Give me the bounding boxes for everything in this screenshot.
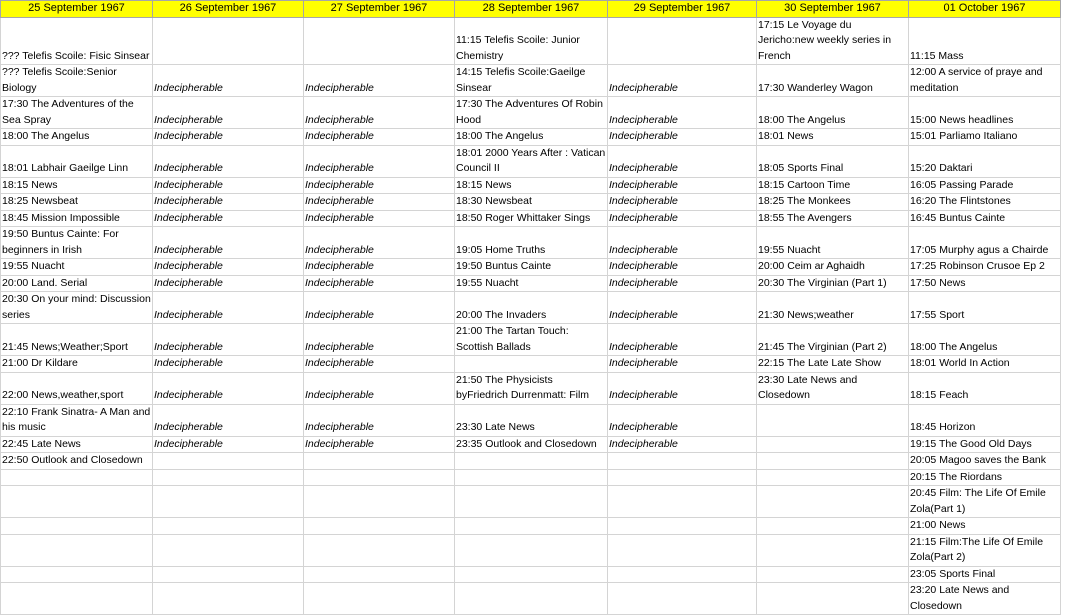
table-cell[interactable]: 20:00 Ceim ar Aghaidh [757, 259, 909, 276]
table-cell[interactable]: 20:30 On your mind: Discussion series [1, 292, 153, 324]
header-row [1, 1, 1061, 18]
table-cell[interactable]: 20:15 The Riordans [909, 469, 1061, 486]
table-cell[interactable]: Indecipherable [153, 210, 304, 227]
table-cell[interactable]: 19:50 Buntus Cainte: For beginners in Irish [1, 227, 153, 259]
table-cell[interactable]: 19:50 Buntus Cainte [455, 259, 608, 276]
table-row [1, 436, 1061, 453]
table-cell[interactable]: 22:15 The Late Late Show [757, 356, 909, 373]
table-cell[interactable]: 16:20 The Flintstones [909, 194, 1061, 211]
table-cell[interactable]: Indecipherable [608, 292, 757, 324]
table-cell[interactable]: 18:01 News [757, 129, 909, 146]
table-cell[interactable] [757, 534, 909, 566]
table-row [1, 177, 1061, 194]
table-cell[interactable] [304, 486, 455, 518]
table-cell[interactable]: Indecipherable [304, 404, 455, 436]
table-cell[interactable] [153, 583, 304, 615]
table-cell[interactable]: 18:00 The Angelus [1, 129, 153, 146]
table-cell[interactable]: 18:00 The Angelus [757, 97, 909, 129]
table-cell[interactable]: 15:01 Parliamo Italiano [909, 129, 1061, 146]
table-cell[interactable] [455, 583, 608, 615]
table-cell[interactable]: 22:10 Frank Sinatra- A Man and his music [1, 404, 153, 436]
table-cell[interactable] [1, 534, 153, 566]
table-row [1, 292, 1061, 324]
table-cell[interactable] [455, 453, 608, 470]
table-cell[interactable] [1, 566, 153, 583]
table-cell[interactable]: Indecipherable [608, 259, 757, 276]
table-cell[interactable] [757, 404, 909, 436]
table-cell[interactable] [608, 518, 757, 535]
table-cell[interactable] [608, 534, 757, 566]
table-row [1, 210, 1061, 227]
table-cell[interactable] [1, 518, 153, 535]
table-row [1, 194, 1061, 211]
table-cell[interactable]: 19:05 Home Truths [455, 227, 608, 259]
table-cell[interactable]: 23:05 Sports Final [909, 566, 1061, 583]
table-cell[interactable]: 11:15 Telefis Scoile: Junior Chemistry [455, 17, 608, 65]
table-cell[interactable]: Indecipherable [304, 65, 455, 97]
table-row [1, 486, 1061, 518]
table-cell[interactable] [608, 453, 757, 470]
table-cell[interactable]: 11:15 Mass [909, 17, 1061, 65]
table-cell[interactable]: Indecipherable [153, 97, 304, 129]
table-cell[interactable] [304, 583, 455, 615]
table-cell[interactable]: 23:20 Late News and Closedown [909, 583, 1061, 615]
table-cell[interactable]: 16:05 Passing Parade [909, 177, 1061, 194]
table-cell[interactable]: 22:45 Late News [1, 436, 153, 453]
table-cell[interactable]: Indecipherable [608, 372, 757, 404]
table-cell[interactable] [757, 583, 909, 615]
table-cell[interactable] [153, 453, 304, 470]
table-cell[interactable]: 22:50 Outlook and Closedown [1, 453, 153, 470]
table-cell[interactable]: Indecipherable [304, 356, 455, 373]
table-cell[interactable] [304, 566, 455, 583]
table-cell[interactable] [153, 518, 304, 535]
table-cell[interactable]: Indecipherable [304, 372, 455, 404]
table-cell[interactable]: 20:05 Magoo saves the Bank [909, 453, 1061, 470]
table-cell[interactable]: Indecipherable [153, 436, 304, 453]
table-cell[interactable]: 21:00 The Tartan Touch: Scottish Ballads [455, 324, 608, 356]
table-cell[interactable]: Indecipherable [153, 194, 304, 211]
table-cell[interactable]: Indecipherable [608, 404, 757, 436]
table-cell[interactable]: 12:00 A service of praye and meditation [909, 65, 1061, 97]
table-cell[interactable]: 17:15 Le Voyage du Jericho:new weekly series in French [757, 17, 909, 65]
table-cell[interactable]: Indecipherable [608, 227, 757, 259]
table-cell[interactable]: Indecipherable [608, 436, 757, 453]
table-cell[interactable] [757, 469, 909, 486]
table-cell[interactable]: Indecipherable [304, 210, 455, 227]
table-cell[interactable] [757, 486, 909, 518]
table-cell[interactable]: 21:15 Film:The Life Of Emile Zola(Part 2) [909, 534, 1061, 566]
table-cell[interactable] [153, 17, 304, 65]
table-cell[interactable]: Indecipherable [608, 324, 757, 356]
table-cell[interactable]: Indecipherable [608, 194, 757, 211]
table-cell[interactable]: Indecipherable [153, 129, 304, 146]
table-cell[interactable]: 21:00 Dr Kildare [1, 356, 153, 373]
table-cell[interactable]: ??? Telefis Scoile: Fisic Sinsear [1, 17, 153, 65]
table-cell[interactable] [608, 17, 757, 65]
table-cell[interactable]: 15:20 Daktari [909, 145, 1061, 177]
table-cell[interactable]: Indecipherable [304, 145, 455, 177]
table-cell[interactable]: 23:30 Late News and Closedown [757, 372, 909, 404]
table-cell[interactable]: 18:00 The Angelus [455, 129, 608, 146]
table-cell[interactable]: Indecipherable [304, 194, 455, 211]
table-cell[interactable]: Indecipherable [153, 227, 304, 259]
table-cell[interactable] [608, 566, 757, 583]
table-cell[interactable]: Indecipherable [608, 65, 757, 97]
table-cell[interactable]: 17:30 The Adventures of the Sea Spray [1, 97, 153, 129]
table-cell[interactable]: Indecipherable [304, 436, 455, 453]
table-cell[interactable]: Indecipherable [304, 324, 455, 356]
table-cell[interactable] [455, 518, 608, 535]
table-cell[interactable]: 18:45 Horizon [909, 404, 1061, 436]
table-cell[interactable]: 17:25 Robinson Crusoe Ep 2 [909, 259, 1061, 276]
table-row [1, 227, 1061, 259]
table-cell[interactable]: Indecipherable [304, 259, 455, 276]
table-row [1, 534, 1061, 566]
table-cell[interactable] [455, 534, 608, 566]
table-cell[interactable] [153, 534, 304, 566]
table-cell[interactable]: 18:01 2000 Years After : Vatican Council II [455, 145, 608, 177]
table-cell[interactable]: 17:55 Sport [909, 292, 1061, 324]
table-cell[interactable]: Indecipherable [153, 404, 304, 436]
table-cell[interactable]: 18:15 News [455, 177, 608, 194]
table-cell[interactable]: 23:30 Late News [455, 404, 608, 436]
table-cell[interactable]: Indecipherable [153, 177, 304, 194]
table-cell[interactable]: Indecipherable [304, 97, 455, 129]
table-cell[interactable]: Indecipherable [608, 356, 757, 373]
column-header[interactable]: 26 September 1967 [153, 1, 304, 18]
table-cell[interactable]: Indecipherable [153, 275, 304, 292]
table-cell[interactable] [1, 486, 153, 518]
table-cell[interactable]: 18:00 The Angelus [909, 324, 1061, 356]
table-cell[interactable]: Indecipherable [608, 210, 757, 227]
table-cell[interactable] [304, 534, 455, 566]
table-cell[interactable] [153, 486, 304, 518]
table-row [1, 518, 1061, 535]
table-cell[interactable]: 18:01 World In Action [909, 356, 1061, 373]
table-cell[interactable] [153, 469, 304, 486]
column-header[interactable]: 27 September 1967 [304, 1, 455, 18]
table-cell[interactable] [304, 469, 455, 486]
column-header[interactable]: 01 October 1967 [909, 1, 1061, 18]
table-cell[interactable]: 21:50 The Physicists byFriedrich Durrenmatt: Film [455, 372, 608, 404]
table-cell[interactable]: 20:30 The Virginian (Part 1) [757, 275, 909, 292]
table-cell[interactable] [304, 17, 455, 65]
table-cell[interactable]: 19:15 The Good Old Days [909, 436, 1061, 453]
table-cell[interactable] [757, 566, 909, 583]
table-cell[interactable] [608, 486, 757, 518]
table-cell[interactable]: 20:45 Film: The Life Of Emile Zola(Part 1) [909, 486, 1061, 518]
table-cell[interactable]: Indecipherable [304, 292, 455, 324]
table-cell[interactable]: 23:35 Outlook and Closedown [455, 436, 608, 453]
table-row [1, 97, 1061, 129]
table-cell[interactable]: 20:00 Land. Serial [1, 275, 153, 292]
table-cell[interactable]: 21:45 News;Weather;Sport [1, 324, 153, 356]
table-row [1, 129, 1061, 146]
table-cell[interactable]: Indecipherable [153, 372, 304, 404]
table-body [1, 17, 1061, 615]
table-cell[interactable]: Indecipherable [304, 177, 455, 194]
table-cell[interactable]: 18:45 Mission Impossible [1, 210, 153, 227]
table-cell[interactable] [608, 469, 757, 486]
column-header[interactable]: 29 September 1967 [608, 1, 757, 18]
table-cell[interactable]: 16:45 Buntus Cainte [909, 210, 1061, 227]
column-header[interactable]: 30 September 1967 [757, 1, 909, 18]
table-cell[interactable]: 20:00 The Invaders [455, 292, 608, 324]
table-cell[interactable] [757, 436, 909, 453]
table-cell[interactable] [1, 583, 153, 615]
table-cell[interactable]: Indecipherable [608, 129, 757, 146]
table-cell[interactable]: Indecipherable [153, 324, 304, 356]
table-cell[interactable]: 17:50 News [909, 275, 1061, 292]
table-cell[interactable]: Indecipherable [304, 275, 455, 292]
table-cell[interactable]: Indecipherable [304, 227, 455, 259]
table-cell[interactable] [1, 469, 153, 486]
table-cell[interactable]: 22:00 News,weather,sport [1, 372, 153, 404]
table-cell[interactable]: 19:55 Nuacht [455, 275, 608, 292]
table-cell[interactable]: ??? Telefis Scoile:Senior Biology [1, 65, 153, 97]
table-cell[interactable]: Indecipherable [153, 259, 304, 276]
table-cell[interactable]: 17:30 Wanderley Wagon [757, 65, 909, 97]
table-cell[interactable]: 18:15 Feach [909, 372, 1061, 404]
table-row [1, 453, 1061, 470]
table-row [1, 583, 1061, 615]
table-row [1, 356, 1061, 373]
table-cell[interactable]: 18:01 Labhair Gaeilge Linn [1, 145, 153, 177]
table-row [1, 372, 1061, 404]
table-cell[interactable]: 14:15 Telefis Scoile:Gaeilge Sinsear [455, 65, 608, 97]
table-cell[interactable]: 18:15 Cartoon Time [757, 177, 909, 194]
table-row [1, 469, 1061, 486]
table-row [1, 259, 1061, 276]
table-cell[interactable]: 15:00 News headlines [909, 97, 1061, 129]
table-cell[interactable]: 17:30 The Adventures Of Robin Hood [455, 97, 608, 129]
table-cell[interactable]: 18:05 Sports Final [757, 145, 909, 177]
table-row [1, 65, 1061, 97]
table-cell[interactable]: Indecipherable [608, 145, 757, 177]
table-cell[interactable]: Indecipherable [153, 292, 304, 324]
table-row [1, 566, 1061, 583]
table-row [1, 324, 1061, 356]
table-cell[interactable]: Indecipherable [304, 129, 455, 146]
column-header[interactable]: 25 September 1967 [1, 1, 153, 18]
table-cell[interactable] [455, 566, 608, 583]
table-cell[interactable]: Indecipherable [153, 145, 304, 177]
table-cell[interactable]: 18:30 Newsbeat [455, 194, 608, 211]
table-cell[interactable]: 17:05 Murphy agus a Chairde [909, 227, 1061, 259]
table-cell[interactable]: Indecipherable [608, 97, 757, 129]
table-cell[interactable]: Indecipherable [608, 177, 757, 194]
table-cell[interactable]: 18:50 Roger Whittaker Sings [455, 210, 608, 227]
table-cell[interactable] [757, 518, 909, 535]
table-cell[interactable]: 19:55 Nuacht [1, 259, 153, 276]
table-row [1, 404, 1061, 436]
table-cell[interactable]: 21:45 The Virginian (Part 2) [757, 324, 909, 356]
column-header[interactable]: 28 September 1967 [455, 1, 608, 18]
table-row [1, 145, 1061, 177]
table-cell[interactable]: 19:55 Nuacht [757, 227, 909, 259]
table-cell[interactable]: Indecipherable [153, 356, 304, 373]
table-cell[interactable]: 21:30 News;weather [757, 292, 909, 324]
table-cell[interactable] [757, 453, 909, 470]
table-cell[interactable]: Indecipherable [608, 275, 757, 292]
table-cell[interactable]: 18:15 News [1, 177, 153, 194]
table-cell[interactable] [455, 469, 608, 486]
table-cell[interactable]: Indecipherable [153, 65, 304, 97]
table-cell[interactable]: 18:25 The Monkees [757, 194, 909, 211]
table-cell[interactable] [608, 583, 757, 615]
table-cell[interactable] [304, 518, 455, 535]
table-row [1, 275, 1061, 292]
table-cell[interactable] [455, 486, 608, 518]
table-cell[interactable]: 21:00 News [909, 518, 1061, 535]
table-cell[interactable]: 18:55 The Avengers [757, 210, 909, 227]
table-cell[interactable] [153, 566, 304, 583]
table-cell[interactable] [304, 453, 455, 470]
table-row [1, 17, 1061, 65]
table-cell[interactable]: 18:25 Newsbeat [1, 194, 153, 211]
table-cell[interactable] [455, 356, 608, 373]
